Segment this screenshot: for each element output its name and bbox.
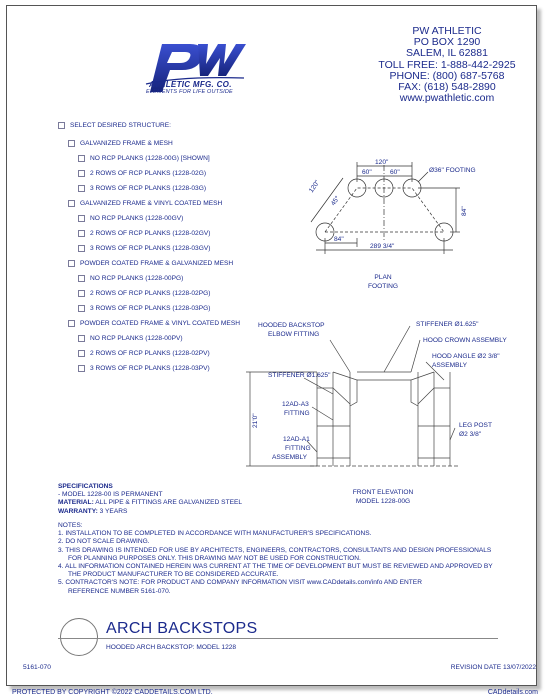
specs-heading: SPECIFICATIONS	[58, 483, 113, 490]
note-line: 4. ALL INFORMATION CONTAINED HEREIN WAS CURRENT AT THE TIME OF DEVELOPMENT BUT MUST BE REVIEWED AND APPROVED BY	[58, 563, 493, 571]
checkbox[interactable]	[68, 320, 75, 327]
checkbox[interactable]	[68, 260, 75, 267]
dim-height: 84"	[461, 206, 468, 216]
option-label: 3 ROWS OF RCP PLANKS (1228-03GV)	[90, 245, 211, 252]
plan-caption: PLAN	[374, 274, 392, 281]
notes-heading: NOTES:	[58, 522, 83, 529]
note-line: 3. THIS DRAWING IS INTENDED FOR USE BY ARCHITECTS, ENGINEERS, CONTRACTORS, CONSULTANTS AND DESIGN PROFESSIONALS	[58, 546, 492, 554]
option-1228-02pv[interactable]	[78, 350, 210, 357]
dim-left-sixty: 60"	[362, 169, 372, 176]
checklist-heading-row[interactable]	[58, 122, 171, 129]
drawing-number: 5161-070	[23, 664, 51, 671]
logo-tagline: ELEMENTS FOR LIFE OUTSIDE	[146, 89, 233, 95]
group-label: POWDER COATED FRAME & VINYL COATED MESH	[80, 320, 240, 327]
option-1228-00gv[interactable]	[78, 215, 183, 222]
option-label: 2 ROWS OF RCP PLANKS (1228-02PV)	[90, 350, 210, 357]
label-hood-crown: HOOD CROWN ASSEMBLY	[423, 337, 507, 344]
warranty-label: WARRANTY:	[58, 507, 98, 515]
option-label: 2 ROWS OF RCP PLANKS (1228-02GV)	[90, 230, 211, 237]
dim-right-sixty: 60"	[390, 169, 400, 176]
option-label: 3 ROWS OF RCP PLANKS (1228-03PV)	[90, 365, 210, 372]
option-label: NO RCP PLANKS (1228-00PV)	[90, 335, 183, 342]
caddetails-link[interactable]: CADdetails.com	[487, 689, 538, 696]
dim-overall: 289 3/4"	[370, 243, 395, 250]
label-a3-2: FITTING	[284, 410, 310, 417]
option-label: NO RCP PLANKS (1228-00PG)	[90, 275, 184, 282]
option-1228-02pg[interactable]	[78, 290, 210, 297]
option-label: 2 ROWS OF RCP PLANKS (1228-02G)	[90, 170, 207, 177]
company-toll-free: TOLL FREE: 1-888-442-2925	[378, 58, 516, 71]
checkbox[interactable]	[78, 305, 85, 312]
option-1228-02gv[interactable]	[78, 230, 210, 237]
company-address	[362, 26, 532, 104]
label-a1-3: ASSEMBLY	[272, 454, 308, 461]
group-label: POWDER COATED FRAME & GALVANIZED MESH	[80, 260, 234, 267]
label-stiffener-top: STIFFENER Ø1.625"	[416, 321, 479, 328]
checkbox[interactable]	[78, 365, 85, 372]
checkbox[interactable]	[78, 215, 85, 222]
dim-footing: Ø36" FOOTING	[429, 167, 476, 174]
title-circle-icon	[60, 618, 98, 656]
checkbox[interactable]	[78, 290, 85, 297]
checkbox[interactable]	[78, 185, 85, 192]
checkbox[interactable]	[78, 275, 85, 282]
label-a1-1: 12AD-A1	[283, 436, 310, 443]
company-name: PW ATHLETIC	[412, 25, 482, 37]
option-label: 3 ROWS OF RCP PLANKS (1228-03G)	[90, 185, 207, 192]
checkbox[interactable]	[78, 350, 85, 357]
specs-line: - MODEL 1228-00 IS PERMANENT	[58, 491, 163, 499]
label-elbow-1: HOODED BACKSTOP	[258, 322, 325, 329]
checkbox[interactable]	[68, 200, 75, 207]
option-1228-03g[interactable]	[78, 185, 206, 192]
dim-elevation-height: 21'0"	[252, 413, 259, 428]
note-line: THE PRODUCT MANUFACTURER TO BE CONSIDERED ACCURATE.	[68, 571, 279, 579]
elevation-caption: FRONT ELEVATION	[352, 489, 414, 496]
warranty-value: 3 YEARS	[97, 507, 128, 515]
copyright: PROTECTED BY COPYRIGHT ©2022 CADDETAILS.COM LTD.	[12, 689, 213, 696]
material-label: MATERIAL:	[58, 499, 94, 507]
checkbox[interactable]	[78, 155, 85, 162]
note-line: FOR PLANNING PURPOSES ONLY. THIS DRAWING MAY NOT BE USED FOR CONSTRUCTION.	[68, 554, 361, 562]
group-powder-frame-galvanized-mesh[interactable]	[68, 260, 233, 267]
option-1228-00pv[interactable]	[78, 335, 183, 342]
material-value: ALL PIPE & FITTINGS ARE GALVANIZED STEEL	[93, 499, 243, 507]
note-line: REFERENCE NUMBER 5161-070.	[68, 587, 171, 595]
option-1228-03pg[interactable]	[78, 305, 210, 312]
option-1228-03pv[interactable]	[78, 365, 210, 372]
dim-top-width: 120"	[375, 159, 389, 166]
dim-angle: 45°	[329, 194, 342, 208]
dim-diag-left: 120"	[307, 179, 322, 195]
drawing-title: ARCH BACKSTOPS	[106, 620, 258, 637]
note-line: 2. DO NOT SCALE DRAWING.	[58, 538, 150, 546]
company-city: SALEM, IL 62881	[406, 47, 488, 60]
label-leg-post-1: LEG POST	[459, 422, 492, 429]
label-elbow-2: ELBOW FITTING	[268, 331, 320, 338]
option-1228-00pg[interactable]	[78, 275, 183, 282]
label-hood-angle-2: ASSEMBLY	[432, 362, 468, 369]
notes	[58, 522, 508, 596]
checkbox[interactable]	[78, 170, 85, 177]
option-label: 3 ROWS OF RCP PLANKS (1228-03PG)	[90, 305, 211, 312]
label-leg-post-2: Ø2 3/8"	[459, 431, 482, 438]
specs-material	[58, 499, 498, 507]
group-powder-frame-vinyl-mesh[interactable]	[68, 320, 240, 327]
option-1228-03gv[interactable]	[78, 245, 210, 252]
revision-date: REVISION DATE 13/07/2022	[450, 664, 536, 671]
note-line: 1. INSTALLATION TO BE COMPLETED IN ACCORDANCE WITH MANUFACTURER'S SPECIFICATIONS.	[58, 530, 372, 538]
checkbox[interactable]	[78, 335, 85, 342]
checklist-heading: SELECT DESIRED STRUCTURE:	[70, 122, 171, 129]
option-1228-02g[interactable]	[78, 170, 206, 177]
checkbox[interactable]	[68, 140, 75, 147]
plan-footing-caption: FOOTING	[367, 283, 399, 290]
specifications	[58, 483, 498, 516]
option-label: NO RCP PLANKS (1228-00GV)	[90, 215, 184, 222]
note-line: 5. CONTRACTOR'S NOTE: FOR PRODUCT AND COMPANY INFORMATION VISIT www.CADdetails.com/info AND ENTER	[58, 579, 422, 587]
group-galvanized-frame-mesh[interactable]	[68, 140, 173, 147]
checkbox[interactable]	[78, 230, 85, 237]
checkbox[interactable]	[58, 122, 65, 129]
company-po-box: PO BOX 1290	[413, 36, 481, 49]
company-phone: PHONE: (800) 687-5768	[389, 69, 505, 82]
elevation-model-caption: MODEL 1228-00G	[355, 498, 411, 505]
label-hood-angle-1: HOOD ANGLE Ø2 3/8"	[432, 353, 500, 360]
label-stiffener-left: STIFFENER Ø1.625"	[268, 372, 331, 379]
checkbox[interactable]	[78, 245, 85, 252]
group-galvanized-frame-vinyl-mesh[interactable]	[68, 200, 222, 207]
label-a3-1: 12AD-A3	[282, 401, 309, 408]
label-a1-2: FITTING	[285, 445, 311, 452]
drawing-subtitle: HOODED ARCH BACKSTOP: MODEL 1228	[106, 644, 237, 651]
company-website[interactable]: www.pwathletic.com	[399, 92, 495, 105]
company-fax: FAX: (618) 548-2890	[398, 81, 496, 94]
option-label: 2 ROWS OF RCP PLANKS (1228-02PG)	[90, 290, 211, 297]
group-label: GALVANIZED FRAME & MESH	[80, 140, 173, 147]
group-label: GALVANIZED FRAME & VINYL COATED MESH	[80, 200, 223, 207]
option-1228-00g[interactable]	[78, 155, 210, 162]
option-label: NO RCP PLANKS (1228-00G) [SHOWN]	[90, 155, 210, 162]
dim-bottom-left: 84"	[334, 236, 344, 243]
logo-name: ATHLETIC MFG. CO.	[149, 80, 232, 89]
title-rule	[58, 638, 498, 639]
specs-warranty	[58, 508, 498, 516]
